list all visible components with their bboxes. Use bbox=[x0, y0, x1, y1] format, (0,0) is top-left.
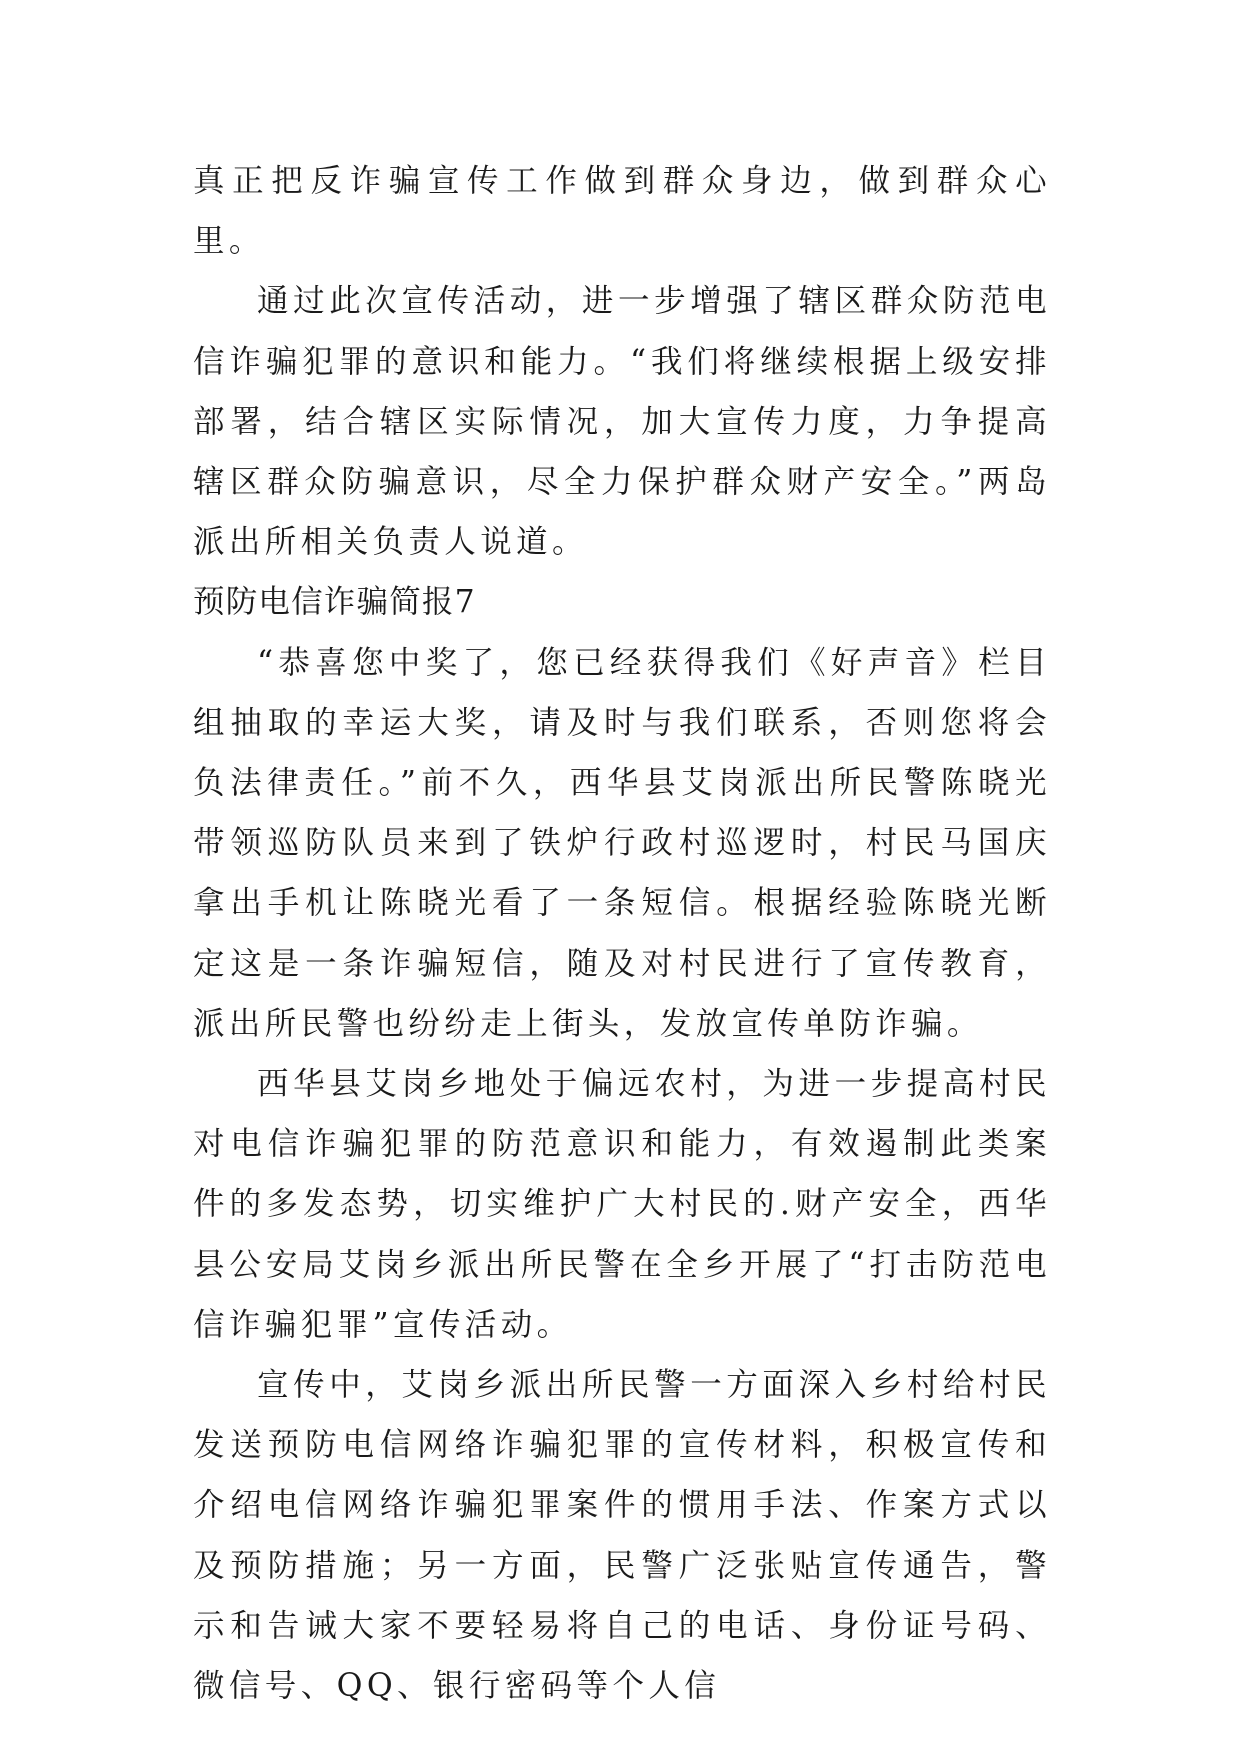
paragraph-scam-message: “恭喜您中奖了，您已经获得我们《好声音》栏目组抽取的幸运大奖，请及时与我们联系，否则您将会负法律责任。”前不久，西华县艾岗派出所民警陈晓光带领巡防队员来到了铁炉行政村巡逻时，村民马国庆拿出手机让陈晓光看了一条短信。根据经验陈晓光断定这是一条诈骗短信，随及对村民进行了宣传教育，派出所民警也纷纷走上街头，发放宣传单防诈骗。 bbox=[193, 644, 1051, 1042]
paragraph-continued: 真正把反诈骗宣传工作做到群众身边，做到群众心里。 bbox=[193, 163, 1051, 260]
paragraph-campaign-methods: 宣传中，艾岗乡派出所民警一方面深入乡村给村民发送预防电信网络诈骗犯罪的宣传材料，积极宣传和介绍电信网络诈骗犯罪案件的惯用手法、作案方式以及预防措施；另一方面，民警广泛张贴宣传通告，警示和告诫大家不要轻易将自己的电话、身份证号码、微信号、QQ、银行密码等个人信 bbox=[193, 1367, 1051, 1705]
paragraph-campaign-result: 通过此次宣传活动，进一步增强了辖区群众防范电信诈骗犯罪的意识和能力。“我们将继续根据上级安排部署，结合辖区实际情况，加大宣传力度，力争提高辖区群众防骗意识，尽全力保护群众财产安全。”两岛派出所相关负责人说道。 bbox=[193, 283, 1051, 561]
section-heading: 预防电信诈骗简报7 bbox=[193, 584, 476, 621]
document-body bbox=[193, 151, 1051, 1716]
paragraph-village-campaign: 西华县艾岗乡地处于偏远农村，为进一步提高村民对电信诈骗犯罪的防范意识和能力，有效遏制此类案件的多发态势，切实维护广大村民的.财产安全，西华县公安局艾岗乡派出所民警在全乡开展了“打击防范电信诈骗犯罪”宣传活动。 bbox=[193, 1066, 1051, 1343]
